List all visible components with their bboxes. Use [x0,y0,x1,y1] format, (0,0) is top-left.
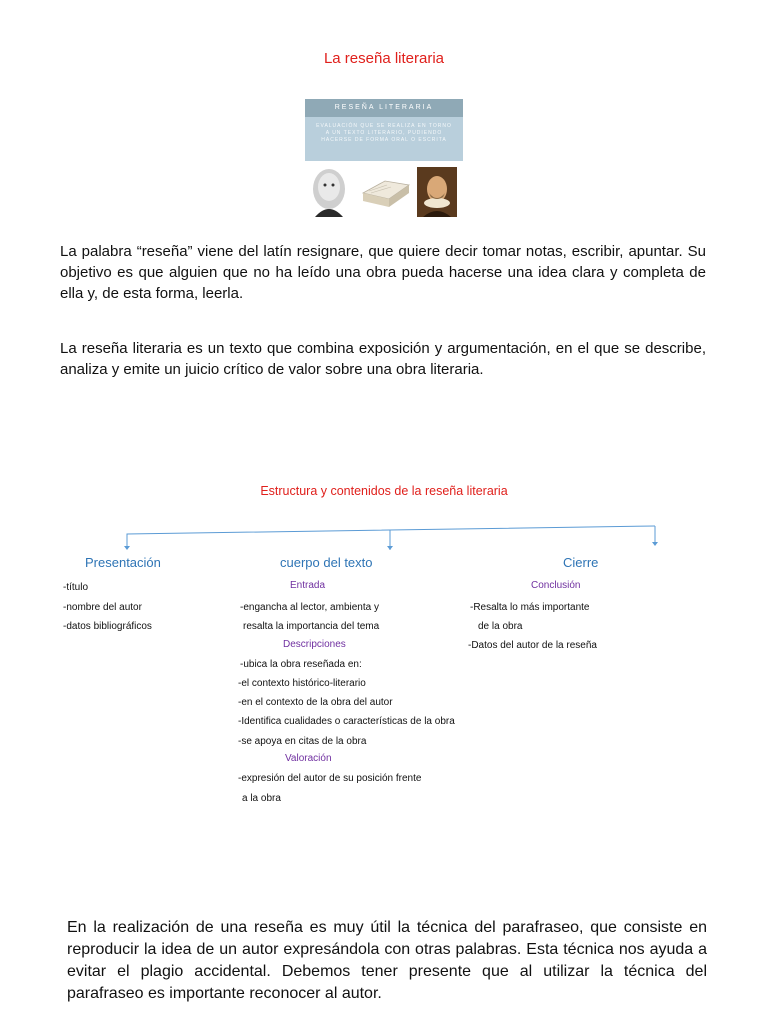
cuerpo-heading: cuerpo del texto [280,555,373,570]
entrada-label: Entrada [290,580,326,591]
arrowhead-icon [124,546,130,550]
arrowhead-icon [387,546,393,550]
illustration-banner [305,99,463,161]
entrada-item: resalta la importancia del tema [243,621,380,632]
presentacion-item: -título [63,582,89,593]
cierre-item: de la obra [478,621,523,632]
author-and-book-photos [305,163,463,217]
descripciones-item: -ubica la obra reseñada en: [240,659,362,670]
descripciones-item: -el contexto histórico-literario [238,678,366,689]
cervantes-portrait-image [417,167,457,217]
open-book-image [363,181,409,207]
woman-portrait-image [313,169,345,217]
valoracion-item: a la obra [242,793,281,804]
intro-paragraph: La palabra “reseña” viene del latín resignare, que quiere decir tomar notas, escribir, apuntar. Su objetivo es que alguien que no ha leído una obra pueda hacerse una idea clara y completa de ella y, de esta forma, leerla. [60,243,706,302]
resena-literaria-illustration [305,99,463,217]
cierre-heading: Cierre [563,555,599,570]
diagram-title: Estructura y contenidos de la reseña literaria [260,484,508,498]
entrada-item: -engancha al lector, ambienta y [240,602,379,613]
presentacion-heading: Presentación [85,555,161,570]
presentacion-item: -datos bibliográficos [63,621,152,632]
descripciones-item: -Identifica cualidades o características de la obra [238,716,455,727]
descripciones-item: -en el contexto de la obra del autor [238,697,393,708]
conclusion-label: Conclusión [531,580,581,591]
page-title: La reseña literaria [323,50,445,67]
illustration-heading: RESEÑA LITERARIA [305,99,463,117]
arrowhead-icon [652,542,658,546]
illustration-subtitle: EVALUACIÓN QUE SE REALIZA EN TORNO A UN TEXTO LITERARIO, PUDIENDO HACERSE DE FORMA ORAL O ESCRITA [316,123,452,143]
presentacion-item: -nombre del autor [63,602,142,613]
cierre-item: -Datos del autor de la reseña [468,640,597,651]
structure-connector-lines [0,520,768,550]
definition-paragraph: La reseña literaria es un texto que combina exposición y argumentación, en el que se describe, analiza y emite un juicio crítico de valor sobre una obra literaria. [60,340,706,378]
cierre-item: -Resalta lo más importante [470,602,590,613]
descripciones-label: Descripciones [283,639,346,650]
paraphrase-paragraph: En la realización de una reseña es muy útil la técnica del parafraseo, que consiste en reproducir la idea de un autor expresándola con otras palabras. Esta técnica nos ayuda a evitar el plagio accidental. Debemos tener presente que al utilizar la técnica del parafraseo es importante reconocer al autor. [67,919,707,1002]
descripciones-item: -se apoya en citas de la obra [238,736,367,747]
valoracion-item: -expresión del autor de su posición frente [238,773,422,784]
valoracion-label: Valoración [285,753,332,764]
